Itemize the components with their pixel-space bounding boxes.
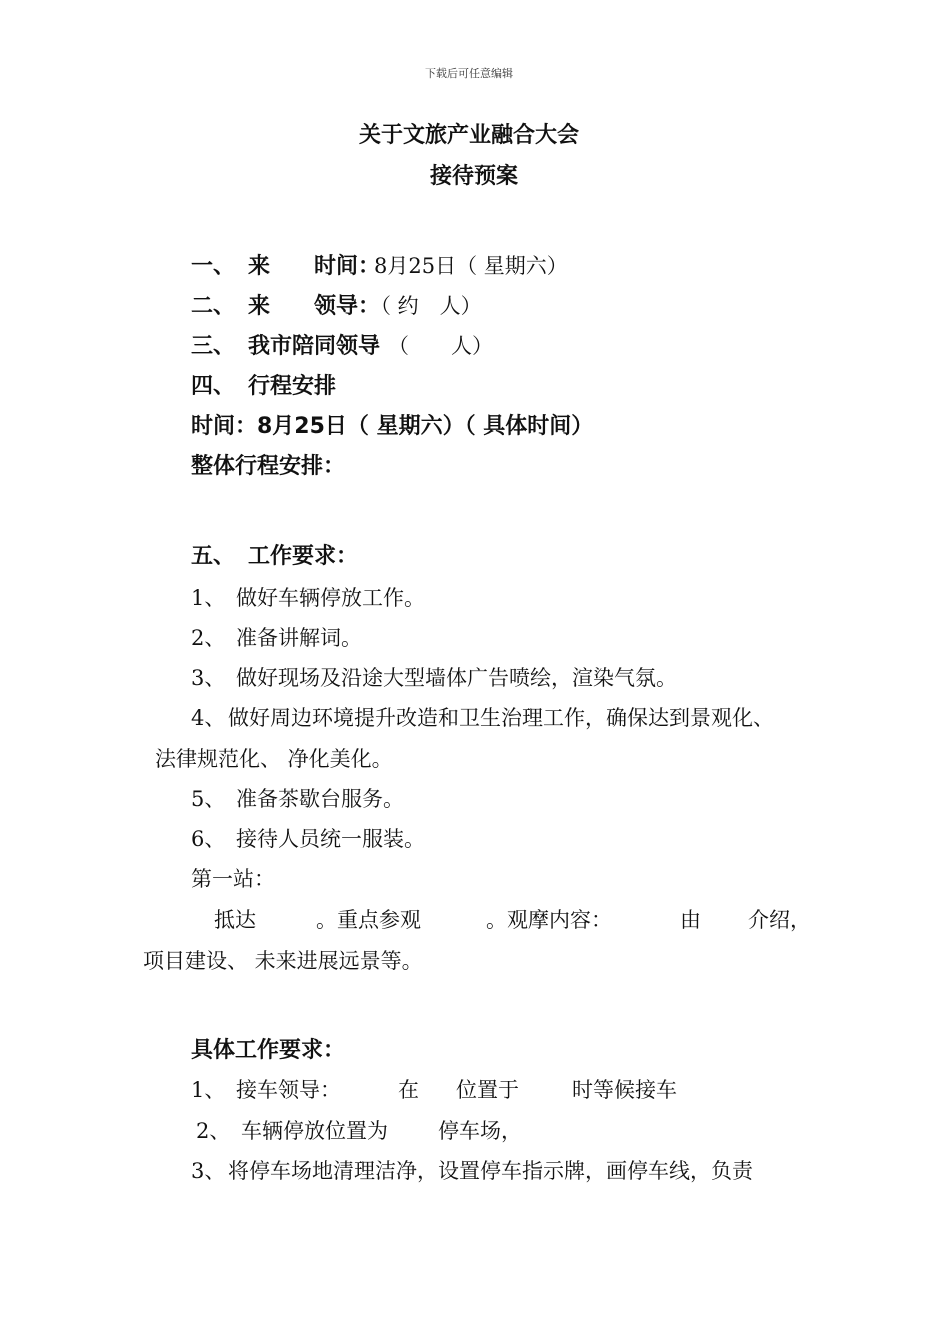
station-text: 。观摩内容： xyxy=(486,908,612,932)
item-number: 2、 xyxy=(196,1119,231,1143)
section-label: 行程安排 xyxy=(248,374,337,399)
station-text: 介绍， xyxy=(748,908,811,932)
section-label: 我市陪同领导 xyxy=(248,334,381,359)
item-text: 准备茶歇台服务。 xyxy=(236,787,404,811)
item-text: 停车场， xyxy=(438,1119,522,1143)
first-station-label: 第一站： xyxy=(191,867,275,891)
document-title: 关于文旅产业融合大会 xyxy=(359,123,580,148)
item-number: 1、 xyxy=(191,586,226,610)
item-number: 4、 xyxy=(191,706,226,730)
item-text: 将停车场地清理洁净，设置停车指示牌，画停车线，负责 xyxy=(228,1159,753,1183)
station-text: 抵达 xyxy=(214,908,256,932)
overall-itinerary-label: 整体行程安排： xyxy=(191,454,346,479)
item-number: 2、 xyxy=(191,626,226,650)
section-label: 来 领导： xyxy=(248,294,381,319)
section-number: 一、 xyxy=(191,254,236,279)
document-subtitle: 接待预案 xyxy=(430,164,519,189)
item-number: 5、 xyxy=(191,787,226,811)
item-text: 做好周边环境提升改造和卫生治理工作，确保达到景观化、 xyxy=(228,706,774,730)
section-value: （ 人） xyxy=(388,334,493,358)
station-text: 由 xyxy=(680,908,701,932)
section-label: 来 时间： xyxy=(248,254,381,279)
item-text: 接待人员统一服装。 xyxy=(236,827,425,851)
station-text: 。重点参观 xyxy=(316,908,421,932)
item-text: 位置于 xyxy=(456,1078,519,1102)
section-number: 五、 xyxy=(191,544,236,569)
item-text: 接车领导： xyxy=(236,1078,341,1102)
item-text-continuation: 法律规范化、 净化美化。 xyxy=(155,747,393,771)
section-number: 四、 xyxy=(191,374,236,399)
section-number: 三、 xyxy=(191,334,236,359)
item-number: 1、 xyxy=(191,1078,226,1102)
item-number: 3、 xyxy=(191,666,226,690)
section-value: （ 约 人） xyxy=(370,294,482,318)
item-text: 做好车辆停放工作。 xyxy=(236,586,425,610)
item-number: 6、 xyxy=(191,827,226,851)
item-text: 时等候接车 xyxy=(572,1078,677,1102)
specific-requirements-heading: 具体工作要求： xyxy=(191,1038,346,1063)
item-text: 准备讲解词。 xyxy=(236,626,362,650)
item-text: 在 xyxy=(398,1078,419,1102)
section-number: 二、 xyxy=(191,294,236,319)
itinerary-time: 时间：8月25日（ 星期六）（ 具体时间） xyxy=(191,414,594,439)
download-note: 下载后可任意编辑 xyxy=(425,67,513,80)
item-text: 车辆停放位置为 xyxy=(241,1119,388,1143)
item-number: 3、 xyxy=(191,1159,226,1183)
item-text: 做好现场及沿途大型墙体广告喷绘，渲染气氛。 xyxy=(236,666,677,690)
station-text-continuation: 项目建设、 未来进展远景等。 xyxy=(143,949,423,973)
section-value: 8月25日（ 星期六） xyxy=(374,254,568,278)
section-label: 工作要求： xyxy=(248,544,359,569)
